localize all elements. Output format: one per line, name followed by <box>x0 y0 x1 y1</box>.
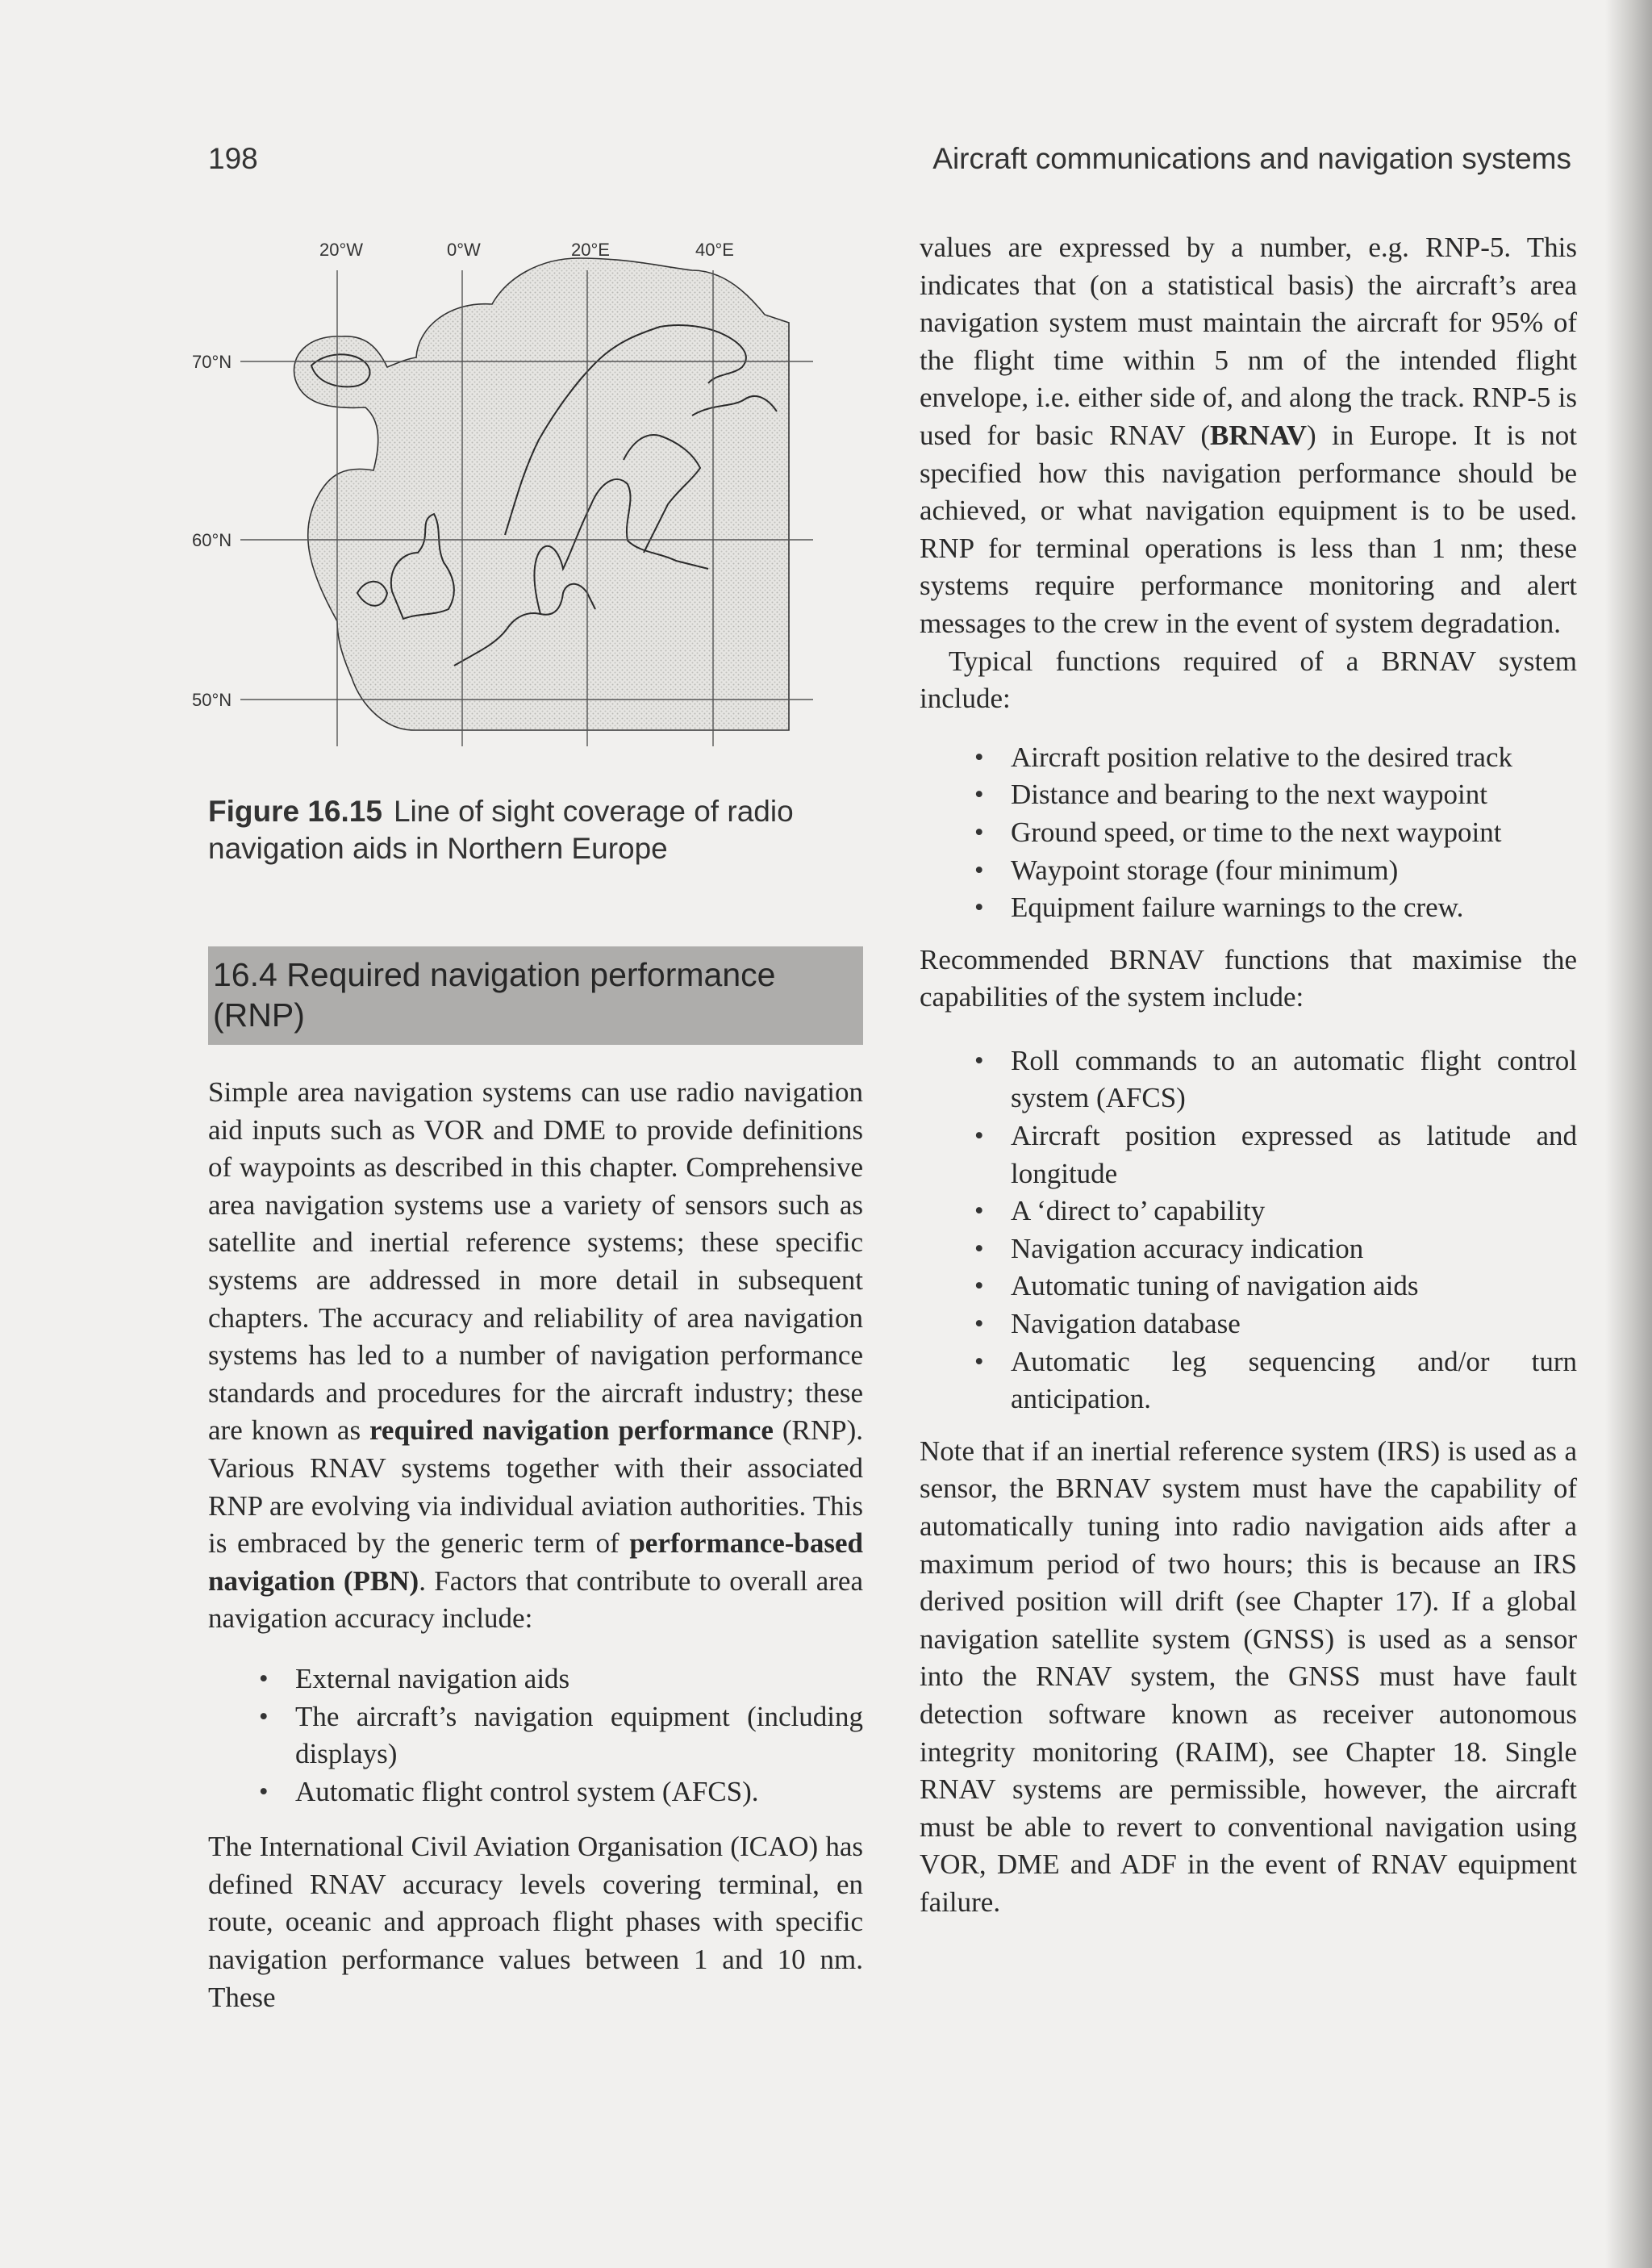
lon-label-40e: 40°E <box>695 240 734 260</box>
coverage-area <box>294 258 789 730</box>
term-brnav: BRNAV <box>1210 419 1307 451</box>
recommended-functions-list <box>1011 1042 1577 1418</box>
page-number: 198 <box>208 142 258 175</box>
running-title: Aircraft communications and navigation systems <box>932 142 1571 175</box>
lon-label-20e: 20°E <box>571 240 610 260</box>
list-item: • The aircraft’s navigation equipment (including displays) <box>295 1698 863 1773</box>
lat-label-70n: 70°N <box>192 352 232 372</box>
figure-caption-text: Line of sight coverage of radio navigation aids in Northern Europe <box>208 795 794 865</box>
running-header <box>208 142 1571 190</box>
figure-label: Figure 16.15 <box>208 795 382 828</box>
left-paragraph-2: The International Civil Aviation Organisation (ICAO) has defined RNAV accuracy levels covering terminal, en route, oceanic and approach flight phases with specific navigation performance values between 1 and 10 nm. These <box>208 1831 863 2013</box>
list-item: • A ‘direct to’ capability <box>1011 1192 1577 1230</box>
section-heading: 16.4 Required navigation performance (RNP) <box>208 946 863 1045</box>
list-item: • Roll commands to an automatic flight control system (AFCS) <box>1011 1042 1577 1117</box>
list-item: • Waypoint storage (four minimum) <box>1011 852 1577 890</box>
list-item: • Aircraft position relative to the desired track <box>1011 739 1577 777</box>
right-paragraph-4: Note that if an inertial reference system (IRS) is used as a sensor, the BRNAV system must have the capability of automatically tuning into radio navigation aids after a maximum period of two hours; this is because an IRS derived position will drift (see Chapter 17). If a global navigation satellite system (GNSS) is used as a sensor into the RNAV system, the GNSS must have fault detection software known as receiver autonomous integrity monitoring (RAIM), see Chapter 18. Single RNAV systems are permissible, however, the aircraft must be able to revert to conventional navigation using VOR, DME and ADF in the event of RNAV equipment failure. <box>920 1435 1577 1918</box>
page-edge-shadow <box>1605 0 1652 2268</box>
coverage-map <box>176 214 837 746</box>
list-item: • Ground speed, or time to the next waypoint <box>1011 814 1577 852</box>
accuracy-factors-list <box>295 1660 863 1811</box>
list-item: • External navigation aids <box>295 1660 863 1698</box>
term-pbn: performance-based navigation (PBN) <box>208 1527 863 1597</box>
right-paragraph-3: Recommended BRNAV functions that maximise the capabilities of the system include: <box>920 943 1577 1013</box>
list-item: • Automatic tuning of navigation aids <box>1011 1268 1577 1305</box>
typical-functions-list <box>1011 739 1577 927</box>
lon-label-20w: 20°W <box>319 240 364 260</box>
list-item: • Distance and bearing to the next waypoint <box>1011 776 1577 814</box>
list-item: • Navigation accuracy indication <box>1011 1230 1577 1268</box>
term-rnp: required navigation performance <box>369 1414 774 1447</box>
lat-label-50n: 50°N <box>192 690 232 710</box>
figure-caption <box>208 793 863 867</box>
list-item: • Automatic flight control system (AFCS). <box>295 1773 863 1811</box>
left-paragraph-1: Simple area navigation systems can use radio navigation aid inputs such as VOR and DME to provide definitions of waypoints as described in this chapter. Comprehensive area navigation systems use a variety of sensors such as satellite and inertial reference systems; these specific systems are addressed in more detail in subsequent chapters. The accuracy and reliability of area navigation systems has led to a number of navigation performance standards and procedures for the aircraft industry; these are known as required navigation performance (RNP). Various RNAV systems together with their associated RNP are evolving via individual aviation authorities. This is embraced by the generic term of performance-based navigation (PBN). Factors that contribute to overall area navigation accuracy include: <box>208 1076 863 1635</box>
right-paragraph-2: Typical functions required of a BRNAV system include: <box>920 645 1577 715</box>
list-item: • Navigation database <box>1011 1305 1577 1343</box>
list-item: • Automatic leg sequencing and/or turn anticipation. <box>1011 1343 1577 1418</box>
list-item: • Equipment failure warnings to the crew. <box>1011 889 1577 927</box>
lon-label-0w: 0°W <box>447 240 481 260</box>
list-item: • Aircraft position expressed as latitude and longitude <box>1011 1117 1577 1192</box>
right-paragraph-1: values are expressed by a number, e.g. RNP-5. This indicates that (on a statistical basis) the aircraft’s area navigation system must maintain the aircraft for 95% of the flight time within 5 nm of the intended flight envelope, i.e. either side of, and along the track. RNP-5 is used for basic RNAV (BRNAV) in Europe. It is not specified how this navigation performance should be achieved, or what navigation equipment is to be used. RNP for terminal operations is less than 1 nm; these systems require performance monitoring and alert messages to the crew in the event of system degradation. <box>920 232 1577 639</box>
left-column <box>192 214 863 2016</box>
lat-label-60n: 60°N <box>192 530 232 550</box>
right-column <box>920 229 1577 1922</box>
